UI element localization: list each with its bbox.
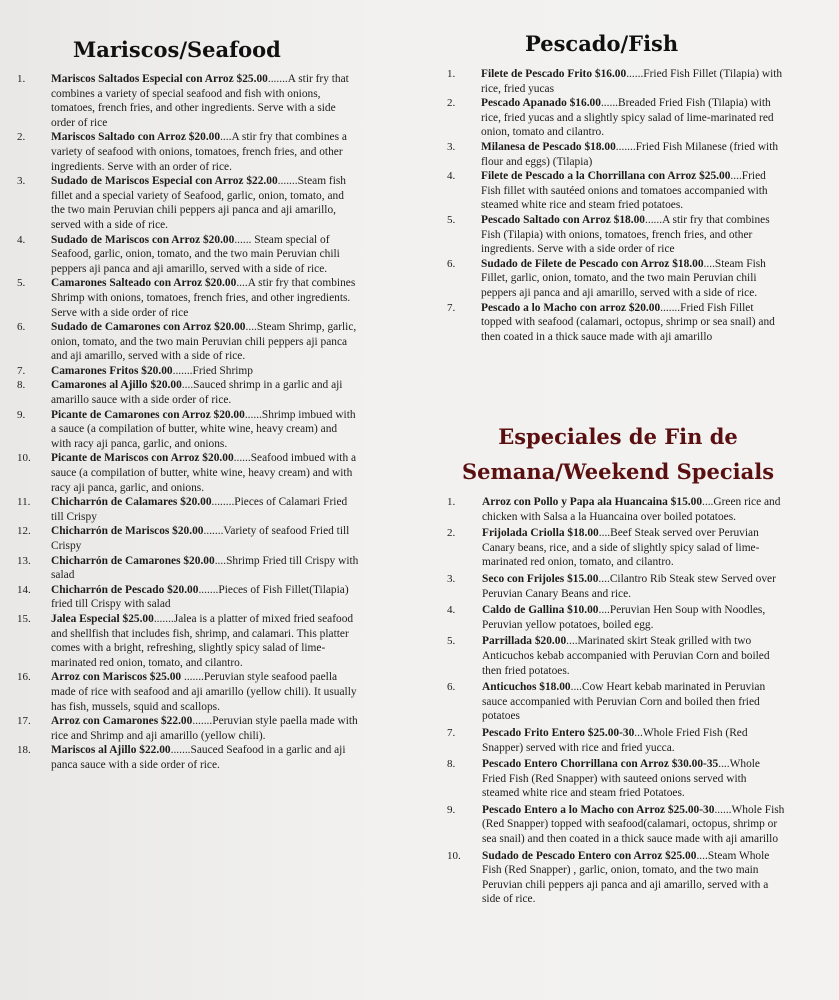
menu-item-description: ....Steam Whole Fish (Red Snapper) , garlic, onion, tomato, and the two main Peruvian chili peppers aji panca and aji amarillo, served with a side of rice. <box>482 849 770 906</box>
menu-item-description: ......Seafood imbued with a sauce (a compilation of butter, white wine, heavy cream) and with racy aji panca, garlic, and onions. <box>51 452 357 494</box>
menu-item <box>10 276 360 320</box>
menu-item-name-price: Filete de Pescado a la Chorrillana con Arroz $25.00 <box>481 170 731 183</box>
menu-item-name-price: Chicharrón de Pescado $20.00 <box>51 583 199 596</box>
menu-item <box>10 233 360 277</box>
menu-item-number: 3. <box>447 140 456 153</box>
menu-item <box>440 213 785 257</box>
menu-item-name-price: Arroz con Camarones $22.00 <box>51 715 193 728</box>
menu-item <box>440 495 785 524</box>
menu-item-number: 2. <box>447 97 456 110</box>
menu-item-number: 7. <box>447 301 456 314</box>
menu-item-description: ....Fried Fish fillet with sautéed onions and tomatoes accompanied with steamed white rice and steam fried potatoes. <box>481 170 768 212</box>
menu-item-description: ....Cilantro Rib Steak stew Served over Peruvian Canary Beans and rice. <box>482 572 776 600</box>
menu-item-number: 3. <box>447 572 456 585</box>
menu-item-name-price: Arroz con Mariscos $25.00 <box>51 671 182 684</box>
menu-item-description: ....Shrimp Fried till Crispy with salad <box>51 554 359 582</box>
menu-item-number: 1. <box>447 68 456 80</box>
menu-item <box>440 67 785 96</box>
menu-item-number: 7. <box>17 364 26 377</box>
menu-item <box>440 849 785 907</box>
menu-item-number: 9. <box>17 408 26 421</box>
menu-item-description: .......Peruvian style seafood paella made of rice with seafood and aji amarillo (yellow chili). It usually has fish, mussels, squid and scallops. <box>51 671 357 713</box>
menu-item-name-price: Picante de Camarones con Arroz $20.00 <box>51 408 245 421</box>
menu-item-description: ....Beef Steak served over Peruvian Canary beans, rice, and a side of slightly spicy salad of lime-marinated red onion, tomato, and cilantro. <box>482 527 760 569</box>
menu-item <box>440 526 785 570</box>
menu-item <box>10 714 360 743</box>
menu-item-name-price: Sudado de Pescado Entero con Arroz $25.00 <box>482 849 697 862</box>
menu-item-number: 4. <box>17 233 26 246</box>
menu-item <box>440 169 785 213</box>
menu-item <box>440 726 785 755</box>
menu-item <box>10 72 360 130</box>
menu-item <box>10 554 360 583</box>
menu-item <box>10 174 360 232</box>
menu-item <box>440 757 785 801</box>
menu-item-description: ...... Steam special of Seafood, garlic, onion, tomato, and the two main Peruvian chili peppers aji panca and aji amarillo, served with a side of rice. <box>51 233 340 275</box>
menu-item-number: 6. <box>447 257 456 270</box>
menu-item-description: .......Jalea is a platter of mixed fried seafood and shellfish that includes fish, shrimp, and calamari. This platter comes with a bright, refreshing, slightly spicy salad of lime-marinated red onion, tomato, and cilantro. <box>51 612 354 669</box>
menu-item-name-price: Seco con Frijoles $15.00 <box>482 572 599 585</box>
menu-item-name-price: Caldo de Gallina $10.00 <box>482 604 599 617</box>
menu-item-name-price: Arroz con Pollo y Papa ala Huancaina $15.00 <box>482 496 703 508</box>
menu-item-name-price: Pescado Entero a lo Macho con Arroz $25.00-30 <box>482 803 715 816</box>
weekend-specials-heading <box>448 419 788 489</box>
menu-item-name-price: Pescado Frito Entero $25.00-30 <box>482 726 635 739</box>
menu-item <box>10 524 360 553</box>
menu-item-name-price: Sudado de Camarones con Arroz $20.00 <box>51 321 246 334</box>
menu-item-description: ....Steam Shrimp, garlic, onion, tomato, and the two main Peruvian chili peppers aji panca and aji amarillo, served with a side of rice. <box>51 321 357 363</box>
menu-item-number: 14. <box>17 583 31 596</box>
menu-item-description: ....Sauced shrimp in a garlic and aji amarillo sauce with a side order of rice. <box>51 379 343 407</box>
menu-item <box>440 96 785 140</box>
menu-item-description: ......Whole Fish (Red Snapper) topped with seafood(calamari, octopus, shrimp or sea snail) and then coated in a thick sauce made with aji amarillo <box>482 803 785 846</box>
menu-item-description: ....Cow Heart kebab marinated in Peruvian sauce accompanied with Peruvian Corn and boiled then fried potatoes <box>482 681 766 723</box>
menu-item <box>10 743 360 772</box>
menu-item-name-price: Parrillada $20.00 <box>482 635 567 648</box>
menu-item-number: 3. <box>17 175 26 188</box>
menu-item-description: ....Green rice and chicken with Salsa a la Huancaina over boiled potatoes. <box>482 496 781 523</box>
fish-list <box>440 67 785 344</box>
menu-item-number: 6. <box>447 681 456 694</box>
menu-item-number: 2. <box>17 131 26 144</box>
seafood-list <box>10 72 360 773</box>
menu-item <box>440 803 785 847</box>
menu-item <box>440 257 785 301</box>
menu-item-name-price: Sudado de Mariscos Especial con Arroz $22.00 <box>51 175 278 188</box>
menu-item-number: 10. <box>447 849 461 862</box>
menu-item-name-price: Sudado de Filete de Pescado con Arroz $18.00 <box>481 257 704 270</box>
menu-item-name-price: Mariscos Saltado con Arroz $20.00 <box>51 131 221 144</box>
menu-item-description: ....Marinated skirt Steak grilled with two Anticuchos kebab accompanied with Peruvian Corn and boiled then fried potatoes. <box>482 635 770 677</box>
weekend-list <box>440 495 785 909</box>
menu-item-description: .......Fried Shrimp <box>172 364 253 377</box>
menu-item <box>10 670 360 714</box>
menu-item <box>440 603 785 632</box>
menu-item-name-price: Mariscos al Ajillo $22.00 <box>51 744 171 757</box>
menu-item-number: 6. <box>17 321 26 334</box>
menu-item-description: .......Steam fish fillet and a special variety of Seafood, garlic, onion, tomato, and the two main Peruvian chili peppers aji panca and aji amarillo, served with a side of rice. <box>51 175 346 231</box>
menu-item-number: 18. <box>17 744 31 757</box>
menu-item-number: 12. <box>17 525 31 538</box>
menu-item-name-price: Chicharrón de Calamares $20.00 <box>51 496 212 509</box>
menu-item-name-price: Mariscos Saltados Especial con Arroz $25.00 <box>51 73 268 85</box>
menu-item-number: 5. <box>17 277 26 290</box>
menu-item-number: 8. <box>447 758 456 771</box>
menu-item-name-price: Anticuchos $18.00 <box>482 681 571 694</box>
weekend-heading-line1: Especiales de Fin de <box>498 424 738 449</box>
weekend-heading-line2: Semana/Weekend Specials <box>461 459 775 484</box>
menu-item-description: .......Sauced Seafood in a garlic and aji panca sauce with a side order of rice. <box>51 744 346 771</box>
menu-item-description: .......Variety of seafood Fried till Crispy <box>51 525 350 552</box>
menu-item-name-price: Camarones Salteado con Arroz $20.00 <box>51 277 237 290</box>
menu-item-name-price: Milanesa de Pescado $18.00 <box>481 140 616 153</box>
menu-item-number: 16. <box>17 671 31 684</box>
menu-item-number: 13. <box>17 554 31 567</box>
menu-item-description: .......Fried Fish Milanese (fried with flour and eggs) (Tilapia) <box>481 140 779 168</box>
menu-item-number: 1. <box>17 73 26 85</box>
menu-item-name-price: Pescado Saltado con Arroz $18.00 <box>481 213 645 226</box>
menu-item <box>10 320 360 364</box>
menu-item <box>440 572 785 601</box>
menu-item-number: 9. <box>447 803 456 816</box>
fish-heading: Pescado/Fish <box>525 31 679 56</box>
menu-item-description: ....A stir fry that combines a variety of seafood with onions, tomatoes, french fries, and other ingredients. Serve with an order of rice. <box>51 131 347 173</box>
menu-item-description: ......A stir fry that combines Fish (Tilapia) with onions, tomatoes, french fries, and other ingredients. Serve with a side order of rice <box>481 213 770 256</box>
menu-item <box>440 301 785 345</box>
menu-item-name-price: Filete de Pescado Frito $16.00 <box>481 68 627 80</box>
menu-item <box>10 378 360 407</box>
menu-item <box>440 680 785 724</box>
menu-item-number: 11. <box>17 496 31 509</box>
menu-item <box>10 130 360 174</box>
menu-item-description: ...Whole Fried Fish (Red Snapper) served with rice and fried yucca. <box>482 726 748 754</box>
menu-item-number: 5. <box>447 213 456 226</box>
menu-item-number: 15. <box>17 612 31 625</box>
menu-item-number: 17. <box>17 715 31 728</box>
menu-item-description: .......A stir fry that combines a variety of special seafood and fish with onions, tomatoes, french fries, and other ingredients. Serve with a side order of rice <box>51 73 349 129</box>
menu-item-description: ......Breaded Fried Fish (Tilapia) with rice, fried yucas and a slightly spicy salad of lime-marinated red onion, tomato and cilantro. <box>481 97 774 139</box>
menu-item-description: ........Pieces of Calamari Fried till Crispy <box>51 496 348 523</box>
menu-item <box>440 140 785 169</box>
menu-item <box>10 583 360 612</box>
menu-item-number: 8. <box>17 379 26 392</box>
menu-item-number: 1. <box>447 496 456 508</box>
menu-item-description: .......Fried Fish Fillet topped with seafood (calamari, octopus, shrimp or sea snail) and then coated in a thick sauce made with aji amarillo <box>481 301 775 343</box>
menu-item-name-price: Picante de Mariscos con Arroz $20.00 <box>51 452 234 465</box>
menu-item <box>10 451 360 495</box>
menu-item-description: ....A stir fry that combines Shrimp with onions, tomatoes, french fries, and other ingredients. Serve with a side order of rice <box>51 277 356 319</box>
menu-item <box>440 634 785 678</box>
menu-item-description: .......Pieces of Fish Fillet(Tilapia) fried till Crispy with salad <box>51 583 349 611</box>
menu-item-number: 5. <box>447 635 456 648</box>
menu-item-name-price: Chicharrón de Camarones $20.00 <box>51 554 215 567</box>
menu-item-number: 4. <box>447 170 456 183</box>
menu-item <box>10 408 360 452</box>
menu-item-number: 2. <box>447 527 456 540</box>
menu-item <box>10 612 360 670</box>
menu-item-number: 4. <box>447 604 456 617</box>
menu-item-name-price: Pescado Entero Chorrillana con Arroz $30.00-35 <box>482 758 719 771</box>
menu-item-name-price: Sudado de Mariscos con Arroz $20.00 <box>51 233 235 246</box>
menu-item <box>10 495 360 524</box>
menu-item-name-price: Pescado Apanado $16.00 <box>481 97 601 110</box>
menu-item-name-price: Frijolada Criolla $18.00 <box>482 527 599 540</box>
menu-item-name-price: Pescado a lo Macho con arroz $20.00 <box>481 301 661 314</box>
menu-item-description: ....Whole Fried Fish (Red Snapper) with sauteed onions served with steamed white rice and steam fried Potatoes. <box>482 758 760 800</box>
menu-item-name-price: Jalea Especial $25.00 <box>51 612 154 625</box>
menu-item-description: .......Peruvian style paella made with rice and Shrimp and aji amarillo (yellow chili). <box>51 715 358 742</box>
menu-item-number: 10. <box>17 452 31 465</box>
menu-item-name-price: Chicharrón de Mariscos $20.00 <box>51 525 204 538</box>
menu-item-description: ......Fried Fish Fillet (Tilapia) with rice, fried yucas <box>481 68 783 95</box>
menu-item-description: ....Peruvian Hen Soup with Noodles, Peruvian yellow potatoes, boiled egg. <box>482 604 766 631</box>
menu-item-description: ....Steam Fish Fillet, garlic, onion, tomato, and the two main Peruvian chili peppers aji panca and aji amarillo, served with a side of rice. <box>481 257 766 299</box>
menu-item <box>10 364 360 379</box>
menu-item-number: 7. <box>447 726 456 739</box>
menu-item-name-price: Camarones Fritos $20.00 <box>51 364 173 377</box>
seafood-heading: Mariscos/Seafood <box>73 37 281 62</box>
menu-item-name-price: Camarones al Ajillo $20.00 <box>51 379 182 392</box>
menu-item-description: ......Shrimp imbued with a sauce (a compilation of butter, white wine, heavy cream) and with racy aji panca, garlic, and onions. <box>51 408 356 450</box>
